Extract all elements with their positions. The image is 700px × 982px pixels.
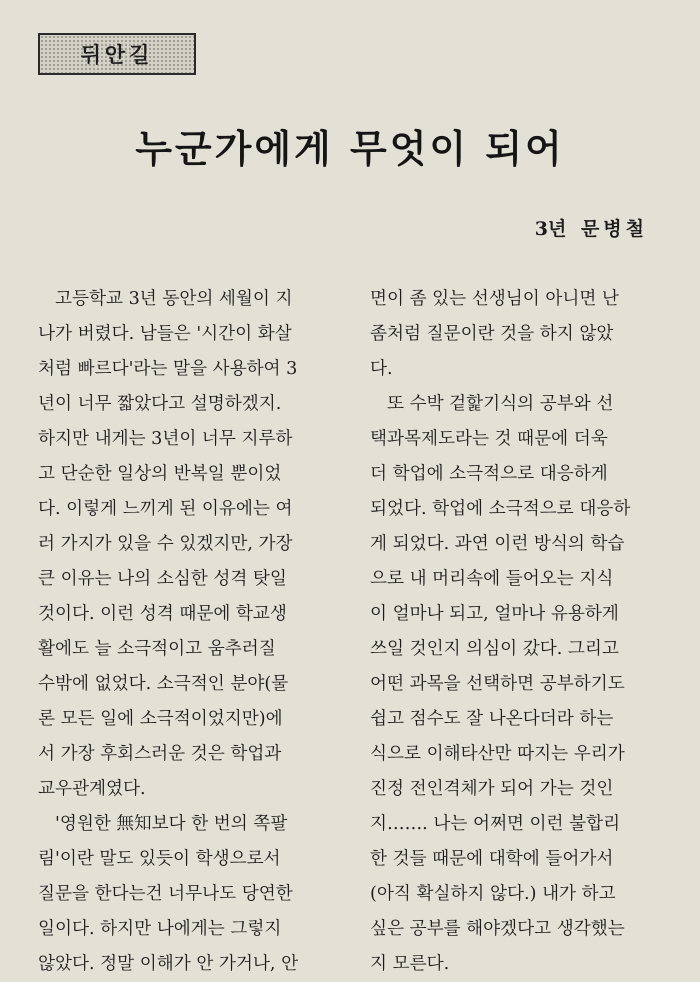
text-line: 식으로 이해타산만 따지는 우리가 — [370, 744, 625, 764]
text-line: 되었다. 학업에 소극적으로 대응하 — [370, 499, 631, 519]
text-line: 년이 너무 짧았다고 설명하겠지. — [38, 394, 282, 414]
text-line: 수밖에 없었다. 소극적인 분야(물 — [38, 674, 289, 694]
text-line: 것이다. 이런 성격 때문에 학교생 — [38, 604, 287, 624]
text-line: 교우관계였다. — [38, 779, 146, 799]
text-line: 또 수박 겉핥기식의 공부와 선 — [387, 394, 614, 414]
text-line: (아직 확실하지 않다.) 내가 하고 — [370, 884, 616, 904]
text-line: 큰 이유는 나의 소심한 성격 탓일 — [38, 569, 287, 589]
text-line: 싶은 공부를 해야겠다고 생각했는 — [370, 919, 625, 939]
text-line: 이 얼마나 되고, 얼마나 유용하게 — [370, 604, 619, 624]
text-line: 다. — [370, 359, 393, 379]
section-label: 뒤안길 — [38, 33, 196, 75]
text-line: 게 되었다. 과연 이런 방식의 학습 — [370, 534, 625, 554]
text-line: 고등학교 3년 동안의 세월이 지 — [55, 289, 293, 309]
text-line: 더 학업에 소극적으로 대응하게 — [370, 464, 608, 484]
author-name: 문병철 — [580, 218, 648, 240]
text-line: 나가 버렸다. 남들은 '시간이 화살 — [38, 324, 292, 344]
text-line: 않았다. 정말 이해가 안 가거나, 안 — [38, 954, 299, 974]
right-column — [370, 282, 662, 982]
text-line: 론 모든 일에 소극적이었지만)에 — [38, 709, 283, 729]
text-line: 택과목제도라는 것 때문에 더욱 — [370, 429, 608, 449]
text-line: 으로 내 머리속에 들어오는 지식 — [370, 569, 614, 589]
text-line: 러 가지가 있을 수 있겠지만, 가장 — [38, 534, 293, 554]
text-line: 좀처럼 질문이란 것을 하지 않았 — [370, 324, 614, 344]
text-line: 일이다. 하지만 나에게는 그렇지 — [38, 919, 282, 939]
byline — [535, 214, 648, 241]
left-column — [38, 282, 330, 982]
author-grade: 3년 — [534, 218, 567, 240]
text-line: 서 가장 후회스러운 것은 학업과 — [38, 744, 282, 764]
text-line: 질문을 한다는건 너무나도 당연한 — [38, 884, 293, 904]
text-line: 다. 이렇게 느끼게 된 이유에는 여 — [38, 499, 293, 519]
text-line: 한 것들 때문에 대학에 들어가서 — [370, 849, 614, 869]
text-line: 활에도 늘 소극적이고 움추러질 — [38, 639, 276, 659]
text-line: 쓰일 것인지 의심이 갔다. 그리고 — [370, 639, 619, 659]
text-line: 면이 좀 있는 선생님이 아니면 난 — [370, 289, 619, 309]
article-title: 누군가에게 무엇이 되어 — [135, 126, 565, 171]
text-line: 림'이란 말도 있듯이 학생으로서 — [38, 849, 281, 869]
text-line: '영원한 無知보다 한 번의 쪽팔 — [55, 814, 288, 834]
text-line: 쉽고 점수도 잘 나온다더라 하는 — [370, 709, 614, 729]
text-line: 고 단순한 일상의 반복일 뿐이었 — [38, 464, 282, 484]
text-line: 처럼 빠르다'라는 말을 사용하여 3 — [38, 359, 298, 379]
text-line: 진정 전인격체가 되어 가는 것인 — [370, 779, 614, 799]
text-line: 지……. 나는 어쩌면 이런 불합리 — [370, 814, 621, 834]
text-line: 하지만 내게는 3년이 너무 지루하 — [38, 429, 293, 449]
text-line: 지 모른다. — [370, 954, 450, 974]
text-line: 어떤 과목을 선택하면 공부하기도 — [370, 674, 625, 694]
